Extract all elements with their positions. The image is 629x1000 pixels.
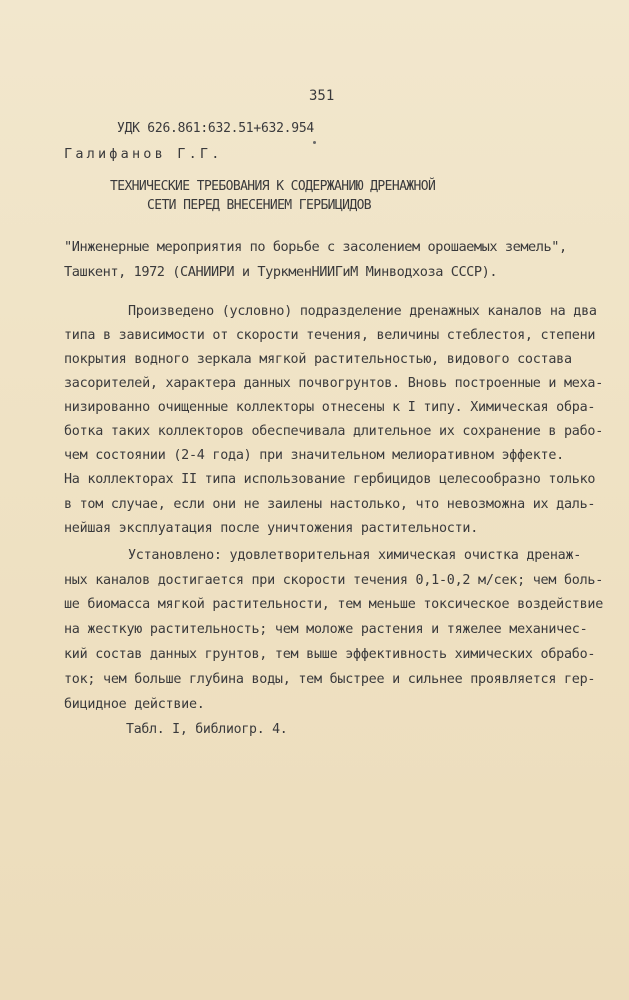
document-title-line-1: ТЕХНИЧЕСКИЕ ТРЕБОВАНИЯ К СОДЕРЖАНИЮ ДРЕНАЖНОЙ bbox=[110, 179, 436, 194]
paragraph-1-line-2: типа в зависимости от скорости течения, величины стеблестоя, степени bbox=[64, 328, 596, 343]
author-name: Галифанов Г.Г. bbox=[64, 146, 223, 162]
paragraph-1-line-7: чем состоянии (2-4 года) при значительном мелиоративном эффекте. bbox=[64, 448, 564, 463]
paragraph-1-line-5: низированно очищенные коллекторы отнесены к I типу. Химическая обра- bbox=[64, 400, 596, 415]
table-bibliography-note: Табл. I, библиогр. 4. bbox=[126, 722, 288, 737]
source-citation-line-1: "Инженерные мероприятия по борьбе с засолением орошаемых земель", bbox=[64, 239, 567, 255]
paragraph-1-line-6: ботка таких коллекторов обеспечивала длительное их сохранение в рабо- bbox=[64, 424, 604, 439]
paragraph-2-line-4: на жесткую растительность; чем моложе растения и тяжелее механичес- bbox=[64, 622, 588, 637]
page-number: 351 bbox=[309, 88, 335, 104]
paragraph-1-line-8: На коллекторах II типа использование гербицидов целесообразно только bbox=[64, 472, 596, 487]
paragraph-2-line-3: ше биомасса мягкой растительности, тем меньше токсическое воздействие bbox=[64, 597, 604, 612]
ink-speck bbox=[313, 141, 316, 144]
paragraph-2-line-2: ных каналов достигается при скорости течения 0,1-0,2 м/сек; чем боль- bbox=[64, 573, 604, 588]
paragraph-2-line-5: кий состав данных грунтов, тем выше эффективность химических обрабо- bbox=[64, 647, 596, 662]
document-title-line-2: СЕТИ ПЕРЕД ВНЕСЕНИЕМ ГЕРБИЦИДОВ bbox=[147, 198, 372, 213]
paragraph-1-line-10: нейшая эксплуатация после уничтожения растительности. bbox=[64, 521, 479, 536]
paragraph-2-line-7: бицидное действие. bbox=[64, 697, 205, 712]
paragraph-1-line-9: в том случае, если они не заилены настолько, что невозможна их даль- bbox=[64, 497, 596, 512]
paragraph-1-line-3: покрытия водного зеркала мягкой растительностью, видового состава bbox=[64, 352, 572, 367]
paragraph-2-line-6: ток; чем больше глубина воды, тем быстрее и сильнее проявляется гер- bbox=[64, 672, 596, 687]
paragraph-1-line-1: Произведено (условно) подразделение дренажных каналов на два bbox=[128, 304, 597, 319]
source-citation-line-2: Ташкент, 1972 (САНИИРИ и ТуркменНИИГиМ Минводхоза СССР). bbox=[64, 264, 498, 280]
paragraph-2-line-1: Установлено: удовлетворительная химическая очистка дренаж- bbox=[128, 548, 582, 563]
paragraph-1-line-4: засорителей, характера данных почвогрунтов. Вновь построенные и меха- bbox=[64, 376, 604, 391]
udc-code: УДК 626.861:632.51+632.954 bbox=[117, 121, 314, 136]
